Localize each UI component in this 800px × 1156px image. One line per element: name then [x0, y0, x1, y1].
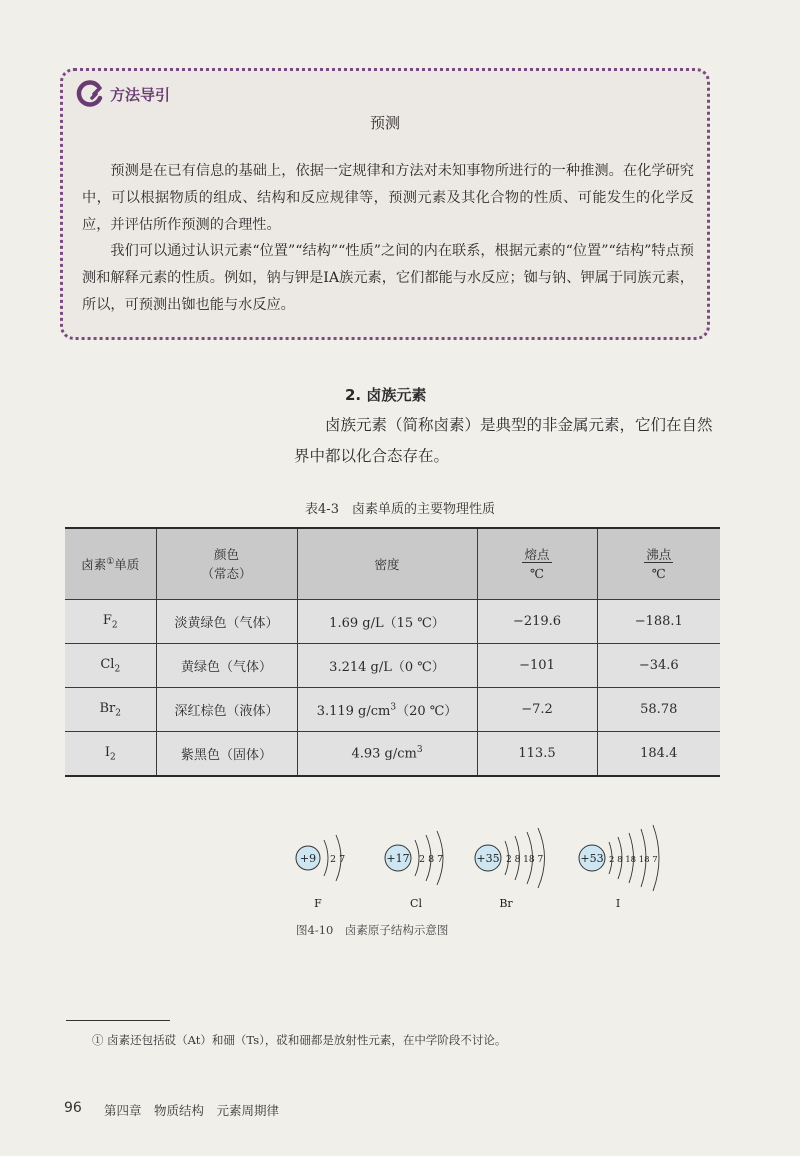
footnote-divider: [66, 1020, 170, 1021]
cell-density: 3.214 g/L（0 ℃）: [297, 644, 477, 688]
method-guide-label: 方法导引: [110, 86, 171, 104]
table-caption: 表4-3 卤素单质的主要物理性质: [305, 502, 495, 517]
table-row: [65, 732, 720, 777]
cell-element: $Br_2$: [65, 688, 156, 732]
cell-density: 3.119 $g/cm^3(20$ ℃）: [297, 688, 477, 732]
cell-melting-point: −219.6: [477, 600, 597, 644]
cell-melting-point: 113.5: [477, 732, 597, 777]
atom-label-cl: Cl: [410, 897, 422, 910]
atom-f: [296, 835, 345, 910]
cell-boiling-point: 58.78: [597, 688, 720, 732]
cell-element: $Cl_2$: [65, 644, 156, 688]
section-heading: 2. 卤族元素: [345, 386, 427, 404]
table-row: [65, 644, 720, 688]
nucleus-charge-i: +53: [580, 852, 604, 865]
cell-color: 黄绿色（气体）: [156, 644, 297, 688]
nucleus-charge-f: +9: [299, 852, 317, 865]
cell-boiling-point: 184.4: [597, 732, 720, 777]
atom-label-f: F: [314, 897, 322, 910]
halogen-properties-table: [65, 527, 720, 777]
table-row: [65, 688, 720, 732]
cell-element: $F_2$: [65, 600, 156, 644]
cell-melting-point: −101: [477, 644, 597, 688]
electron-config-f: 2 7: [330, 854, 346, 865]
cell-color: 淡黄绿色（气体）: [156, 600, 297, 644]
cell-boiling-point: −34.6: [597, 644, 720, 688]
electron-config-cl: 2 8 7: [419, 854, 444, 865]
halogen-atom-diagram: [280, 815, 700, 915]
method-paragraph-2: 我们可以通过认识元素“位置”“结构”“性质”之间的内在联系，根据元素的“位置”“结构”特点预测和解释元素的性质。例如，钠与钾是IA族元素，它们都能与水反应；铷与钠、钾属于同族元素，所以，可预测出铷也能与水反应。: [82, 243, 694, 313]
cell-density: 1.69 g/L（15 ℃）: [297, 600, 477, 644]
atom-cl: [385, 831, 443, 910]
cell-density: 4.93 $g/cm^3$: [297, 732, 477, 777]
footnote: ① 卤素还包括砹（At）和鿬（Ts），砹和鿬都是放射性元素，在中学阶段不讨论。: [92, 1033, 507, 1047]
table-header-row: [65, 528, 720, 600]
header-element: 卤素①单质: [65, 528, 156, 600]
cell-element: $I_2$: [65, 732, 156, 777]
header-boiling-point: 沸点 ℃: [597, 528, 720, 600]
chapter-title: 第四章 物质结构 元素周期律: [104, 1103, 280, 1118]
header-color: 颜色 （常态）: [156, 528, 297, 600]
cell-melting-point: −7.2: [477, 688, 597, 732]
atom-i: [579, 825, 659, 910]
nucleus-charge-br: +35: [476, 852, 500, 865]
electron-config-br: 2 8 18 7: [506, 855, 544, 865]
atom-label-br: Br: [499, 897, 513, 910]
atom-label-i: I: [615, 897, 621, 910]
page-number: 96: [64, 1100, 82, 1116]
footnote-marker: ①: [106, 557, 115, 568]
header-melting-point: 熔点 ℃: [477, 528, 597, 600]
table-row: [65, 600, 720, 644]
cell-boiling-point: −188.1: [597, 600, 720, 644]
cell-color: 深红棕色（液体）: [156, 688, 297, 732]
method-guide-title: 预测: [369, 114, 400, 132]
method-paragraph-1: 预测是在已有信息的基础上，依据一定规律和方法对未知事物所进行的一种推测。在化学研究中，可以根据物质的组成、结构和反应规律等，预测元素及其化合物的性质、可能发生的化学反应，并评估所作预测的合理性。: [82, 163, 694, 233]
method-guide-logo-icon: [74, 78, 106, 110]
electron-config-i: 2 8 18 18 7: [609, 855, 658, 865]
atom-br: [475, 828, 545, 910]
figure-caption: 图4-10 卤素原子结构示意图: [296, 923, 449, 937]
header-density: 密度: [297, 528, 477, 600]
cell-color: 紫黑色（固体）: [156, 732, 297, 777]
section-paragraph: 卤族元素（简称卤素）是典型的非金属元素，它们在自然界中都以化合态存在。: [294, 416, 713, 465]
nucleus-charge-cl: +17: [386, 852, 410, 865]
